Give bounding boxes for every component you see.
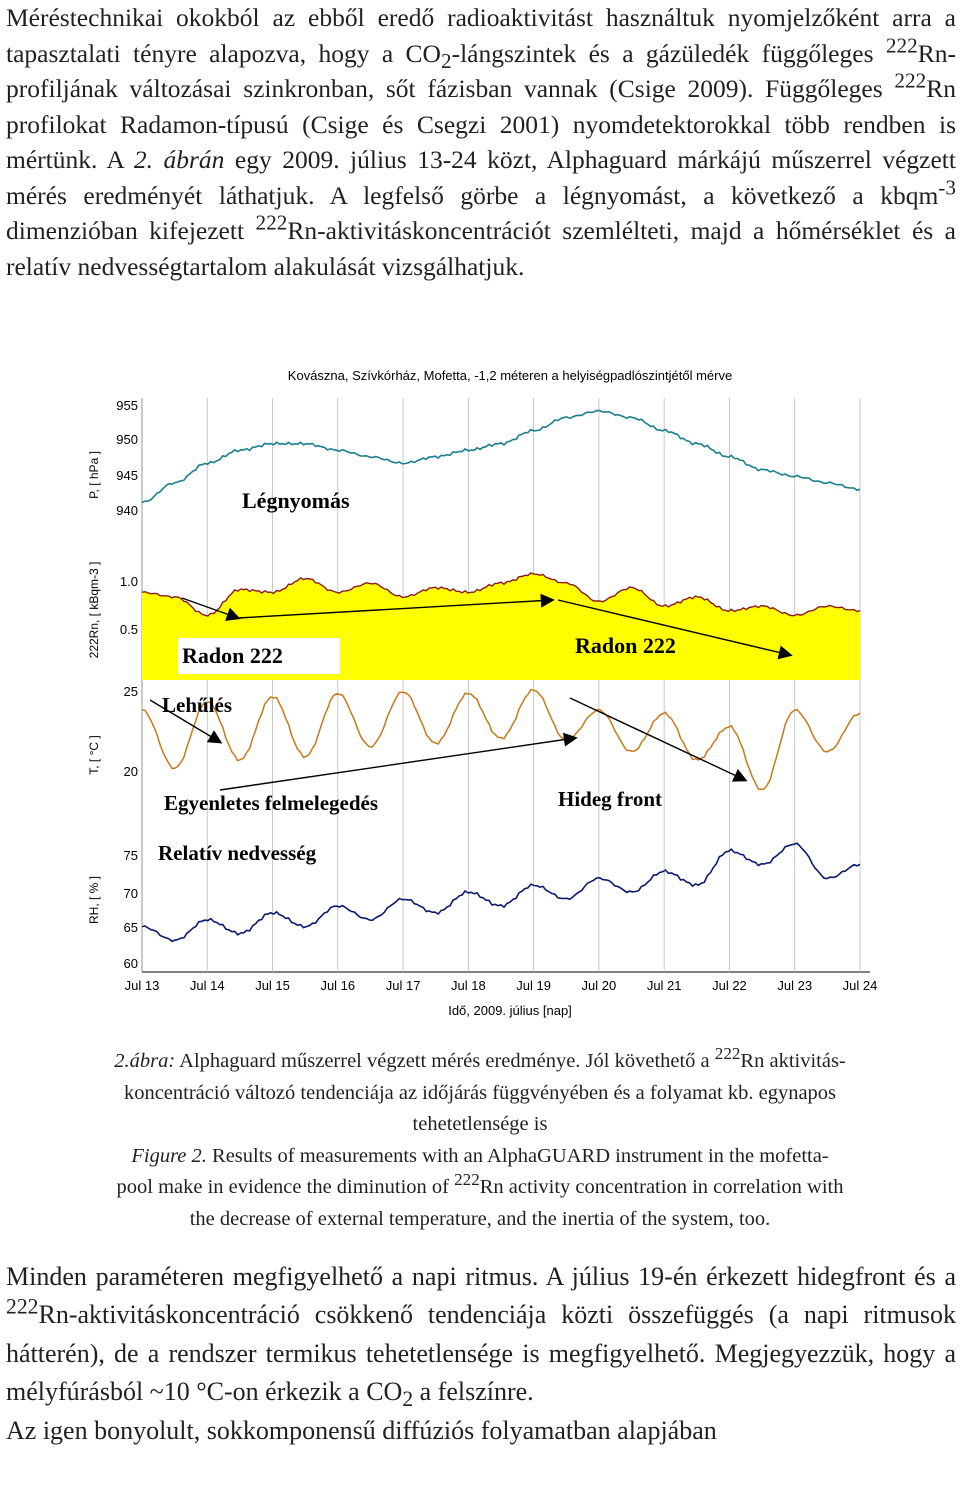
rh-tick: 60 xyxy=(123,956,138,971)
x-tick-label: Jul 14 xyxy=(189,978,225,993)
text-run: -lángszintek és a gázüledék függőleges xyxy=(451,38,886,68)
text-run: Rn-aktivitáskoncentráció csökkenő tendenciája közti összefüggés (a napi ritmusok hátterén), de a rendszer termikus tehetetlensége is megfigyelhető. Megjegyezzük, hogy a mélyfúrásból ~10 °C-on érkezik a CO xyxy=(6,1300,956,1407)
caption-line: koncentráció változó tendenciája az időjárás függvényében és a folyamat kb. egynapos xyxy=(123,1081,837,1104)
text-run: Rn activity concentration in correlation with xyxy=(479,1176,844,1198)
x-tick-label: Jul 23 xyxy=(777,978,813,993)
x-tick-label: Jul 21 xyxy=(646,978,682,993)
superscript: 222 xyxy=(255,210,288,235)
x-tick-label: Jul 18 xyxy=(451,978,486,993)
subscript: 2 xyxy=(402,1387,414,1412)
cold-front-label: Hideg front xyxy=(558,787,663,811)
rh-ylabel: RH, [ % ] xyxy=(87,875,101,925)
figure-caption xyxy=(14,1046,946,1235)
text-run: Minden paraméteren megfigyelhető a napi ritmus. A július 19-én érkezett hidegfront és a xyxy=(6,1262,956,1291)
superscript: 222 xyxy=(894,68,927,93)
text-run: Rn-aktivitáskoncentrációt szemlélteti, majd a hőmérséklet és a relatív nedvességtartalom alakulását vizsgálhatjuk. xyxy=(6,216,956,281)
temp-tick: 20 xyxy=(123,764,138,779)
rh-tick: 65 xyxy=(123,920,138,935)
caption-label: 2.ábra: xyxy=(114,1050,176,1072)
text-run: Méréstechnikai okokból az ebből eredő radioaktivitást használtuk nyomjelzőként arra a tapasztalati tényre alapozva, hogy a CO xyxy=(6,3,956,68)
figure-title: Kovászna, Szívkórház, Mofetta, -1,2 méteren a helyiségpadlószintjétől mérve xyxy=(287,368,733,383)
text-run: egy 2009. július 13-24 közt, Alphaguard márkájú műszerrel végzett mérés eredményét láthatjuk. A legfelső görbe a légnyomást, a következő a kbqm xyxy=(6,145,956,210)
x-axis-label: Idő, 2009. július [nap] xyxy=(448,1003,572,1018)
caption-line: tehetetlensége is xyxy=(412,1113,548,1135)
text-run: pool make in evidence the diminution of xyxy=(116,1176,455,1198)
x-tick-label: Jul 15 xyxy=(255,978,290,993)
text-run: Rn-profiljának változásai szinkronban, sőt fázisban vannak (Csige 2009). Függőleges xyxy=(6,38,956,103)
text-run: dimenzióban kifejezett xyxy=(6,216,256,245)
caption-line xyxy=(14,1141,946,1173)
text-run: Rn profilokat Radamon-típusú (Csige és Csegzi 2001) nyomdetektorokkal több rendben is mértünk. A xyxy=(6,74,956,174)
text-run: Az igen bonyolult, sokkomponensű diffúziós folyamatban alapjában xyxy=(6,1415,717,1445)
rh-tick: 70 xyxy=(123,886,138,901)
radon-tick: 1.0 xyxy=(119,574,138,589)
text-run: Rn aktivitás- xyxy=(740,1050,846,1072)
radon-label-left: Radon 222 xyxy=(182,643,283,668)
text-run: Results of measurements with an AlphaGUARD instrument in the mofetta- xyxy=(206,1144,829,1167)
x-tick-label: Jul 17 xyxy=(385,978,421,993)
radon-tick: 0.5 xyxy=(119,622,138,637)
superscript: 222 xyxy=(454,1170,480,1190)
temp-ylabel: T, [ °C ] xyxy=(87,735,101,775)
caption-line xyxy=(14,1046,946,1078)
radon-label-right: Radon 222 xyxy=(575,633,676,658)
cooling-label: Lehűlés xyxy=(162,693,233,717)
pressure-tick: 945 xyxy=(116,468,138,483)
text-run: a felszínre. xyxy=(413,1377,534,1407)
warming-label: Egyenletes felmelegedés xyxy=(164,791,379,815)
pressure-label: Légnyomás xyxy=(242,488,350,513)
x-tick-label: Jul 22 xyxy=(712,978,747,993)
x-tick-label: Jul 13 xyxy=(124,978,160,993)
body-paragraph-1 xyxy=(6,0,956,284)
x-tick-label: Jul 16 xyxy=(320,978,356,993)
humidity-label: Relatív nedvesség xyxy=(158,841,317,865)
pressure-tick: 950 xyxy=(116,432,138,447)
superscript: 222 xyxy=(714,1044,741,1064)
x-tick-label: Jul 20 xyxy=(581,978,617,993)
superscript: -3 xyxy=(938,175,956,199)
caption-line: the decrease of external temperature, and the inertia of the system, too. xyxy=(189,1207,771,1230)
superscript: 222 xyxy=(885,33,918,57)
pressure-tick: 940 xyxy=(116,503,138,518)
figure-ref: 2. ábrán xyxy=(133,145,225,174)
x-tick-label: Jul 19 xyxy=(516,978,551,993)
pressure-tick: 955 xyxy=(116,398,138,413)
caption-line xyxy=(14,1172,946,1204)
radon-ylabel: 222Rn, [ kBqm-3 ] xyxy=(87,561,101,659)
pressure-ylabel: P, [ hPa ] xyxy=(87,451,101,499)
subscript: 2 xyxy=(440,48,452,73)
rh-tick: 75 xyxy=(123,848,138,863)
measurement-figure xyxy=(70,360,900,1030)
x-tick-label: Jul 24 xyxy=(842,978,878,993)
superscript: 222 xyxy=(6,1294,39,1319)
text-run: Alphaguard műszerrel végzett mérés eredménye. Jól követhető a xyxy=(175,1050,715,1072)
body-paragraph-2 xyxy=(6,1258,956,1450)
caption-label: Figure 2. xyxy=(131,1144,207,1167)
temp-tick: 25 xyxy=(123,684,138,699)
